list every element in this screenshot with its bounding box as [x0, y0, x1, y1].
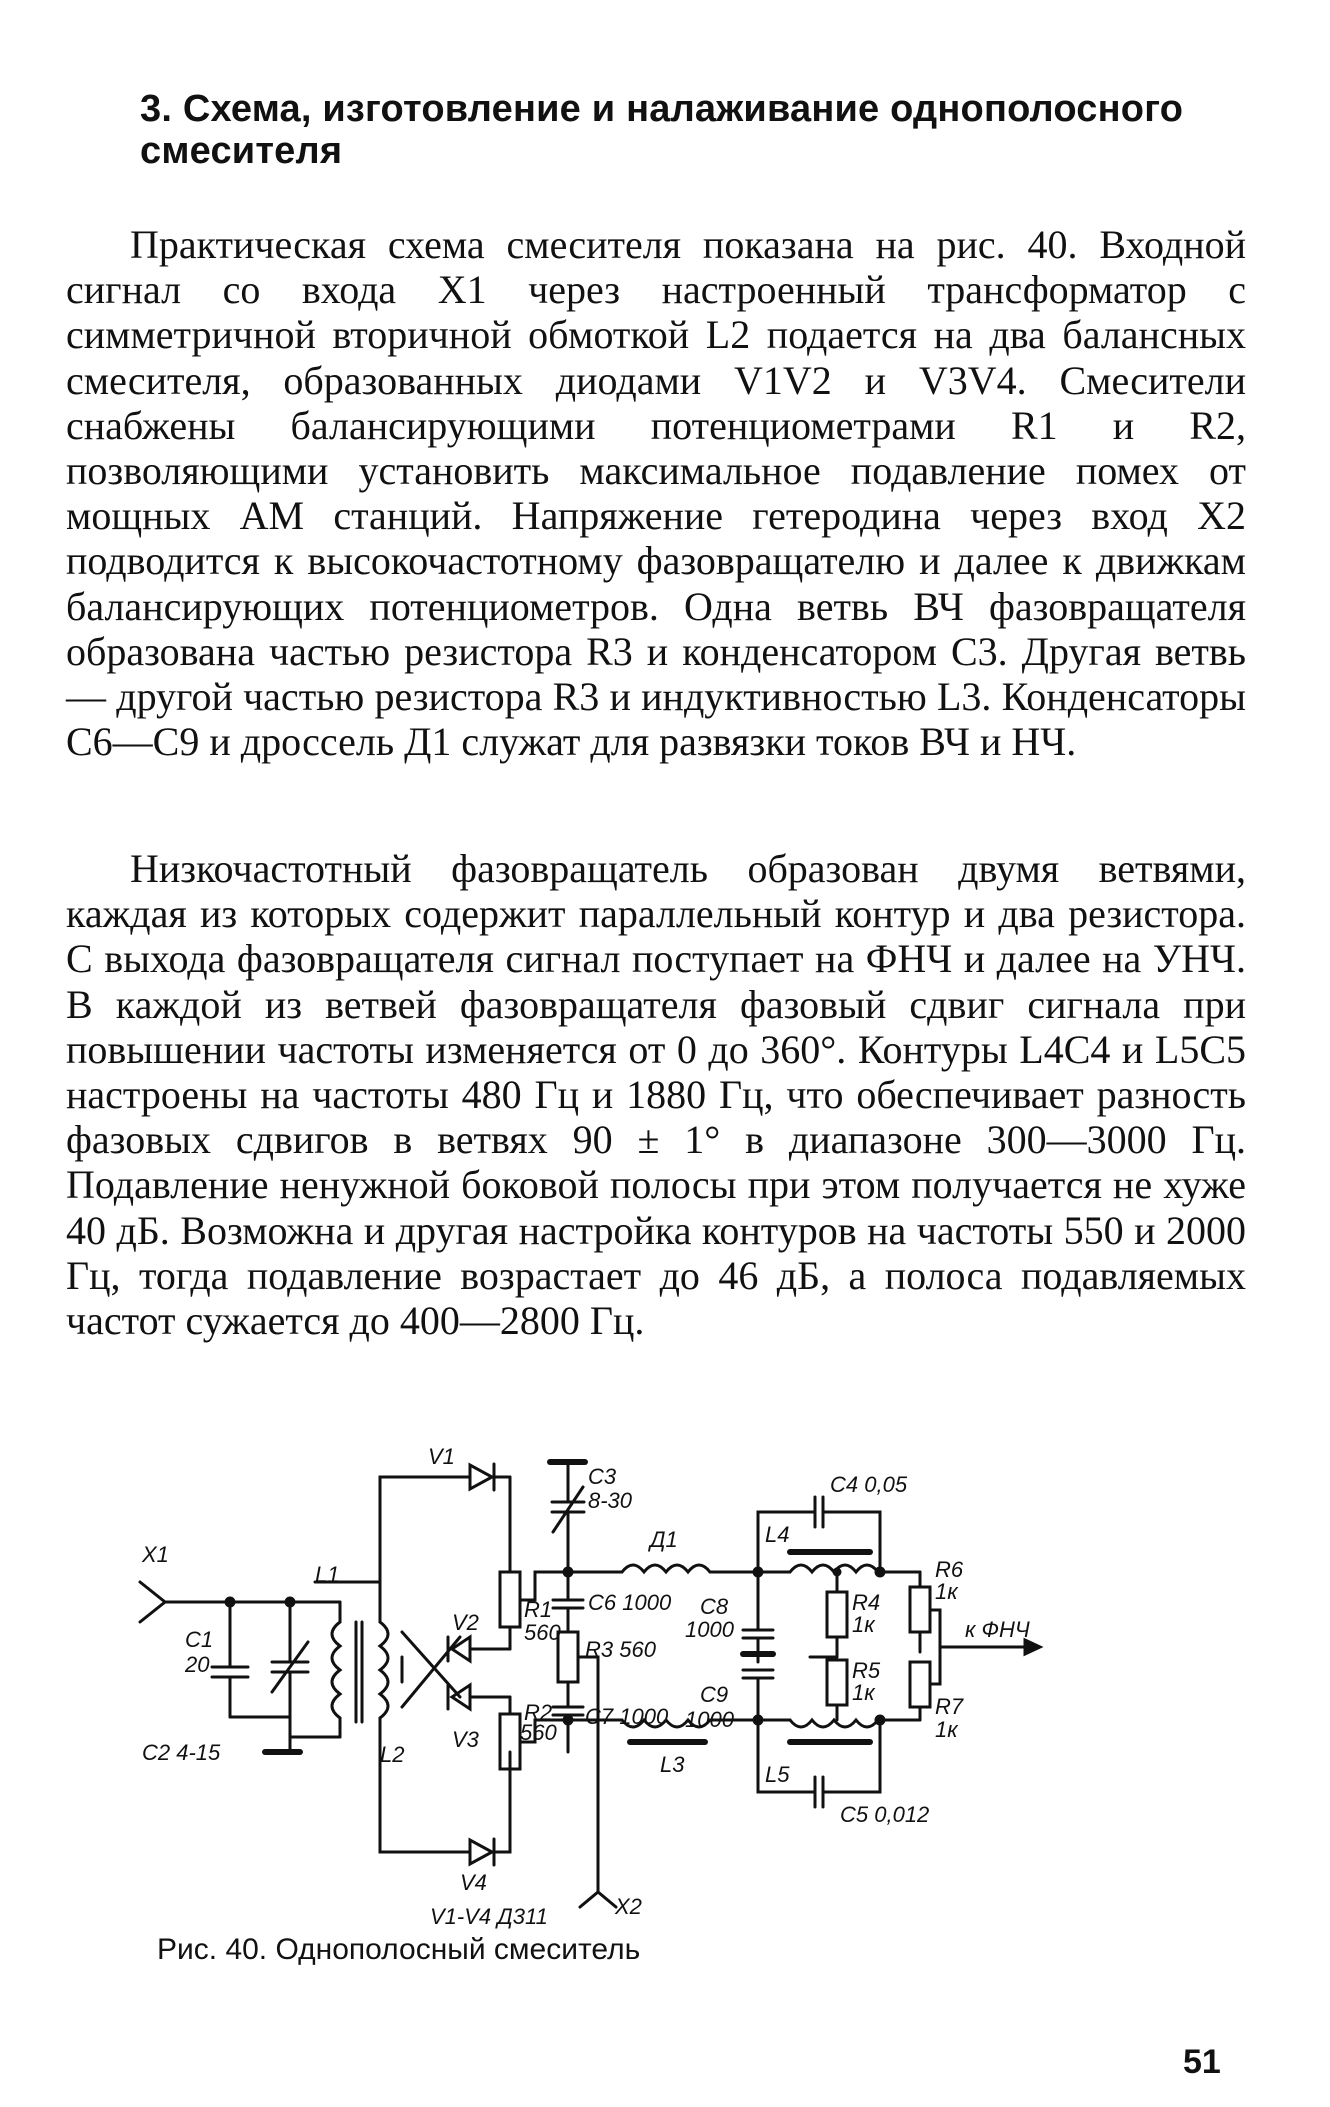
label-r3: R3 560: [585, 1637, 656, 1662]
label-r1: R1: [524, 1597, 553, 1622]
label-d1: Д1: [650, 1527, 678, 1552]
r7-resistor: [910, 1662, 930, 1707]
x1-connector: [140, 1582, 165, 1622]
label-r7: R7: [935, 1694, 964, 1719]
section-heading: 3. Схема, изготовление и налаживание однополосного смесителя: [140, 88, 1184, 172]
label-l4: L4: [765, 1522, 790, 1547]
label-c1-val: 20: [185, 1652, 210, 1677]
label-c1: C1: [185, 1627, 214, 1652]
label-v2: V2: [452, 1610, 479, 1635]
label-c2: C2 4-15: [142, 1740, 221, 1765]
r3-resistor: [558, 1632, 578, 1682]
v4-diode: [470, 1840, 492, 1864]
label-c9-val: 1000: [685, 1707, 734, 1732]
circuit-diagram: [140, 1444, 1150, 1929]
label-c3-val: 8-30: [588, 1488, 633, 1513]
x2-connector: [580, 1892, 616, 1907]
label-r5: R5: [852, 1658, 881, 1683]
l2-coil: [380, 1622, 388, 1718]
label-v1: V1: [428, 1444, 455, 1469]
label-c4: C4 0,05: [830, 1472, 908, 1497]
label-c6: C6 1000: [588, 1590, 672, 1615]
paragraph-1: Практическая схема смесителя показана на рис. 40. Входной сигнал со входа X1 через настроенный трансформатор с симметричной вторичной обмоткой L2 подается на два балансных смесителя, образованных диодами V1V2 и V3V4. Смесители снабжены балансирующими потенциометрами R1 и R2, позволяющими установить максимальное подавление помех от мощных АМ станций. Напряжение гетеродина через вход X2 подводится к высокочастотному фазовращателю и далее к движкам балансирующих потенциометров. Одна ветвь ВЧ фазовращателя образована частью резистора R3 и конденсатором C3. Другая ветвь — другой частью резистора R3 и индуктивностью L3. Конденсаторы C6—C9 и дроссель Д1 служат для развязки токов ВЧ и НЧ.: [66, 222, 1246, 765]
label-v3: V3: [452, 1727, 479, 1752]
page-number: 51: [1183, 2043, 1221, 2081]
label-l2: L2: [380, 1742, 405, 1767]
label-c9: C9: [700, 1682, 729, 1707]
label-x2: X2: [615, 1894, 642, 1919]
label-r2: R2: [524, 1700, 553, 1725]
l5-coil: [790, 1720, 878, 1727]
label-r6: R6: [935, 1557, 964, 1582]
label-r5-val: 1к: [852, 1680, 875, 1705]
label-l1: L1: [315, 1562, 340, 1587]
label-r6-val: 1к: [935, 1579, 958, 1604]
label-l3: L3: [660, 1752, 685, 1777]
label-c8: C8: [700, 1594, 729, 1619]
v1-diode: [470, 1465, 492, 1489]
r1-resistor: [500, 1572, 520, 1627]
label-x1: X1: [142, 1542, 169, 1567]
label-r1-val: 560: [524, 1620, 561, 1645]
v2-diode: [452, 1637, 470, 1661]
r5-resistor: [827, 1660, 847, 1705]
label-r4-val: 1к: [852, 1612, 875, 1637]
label-c7: C7 1000: [585, 1704, 669, 1729]
d1-choke: [622, 1565, 710, 1572]
label-diodes: V1-V4 Д311: [430, 1904, 548, 1929]
label-l5: L5: [765, 1762, 790, 1787]
label-r4: R4: [852, 1590, 881, 1615]
label-r7-val: 1к: [935, 1717, 958, 1742]
r6-resistor: [910, 1587, 930, 1632]
label-r2-val: 560: [520, 1720, 557, 1745]
label-out: к ФНЧ: [965, 1617, 1030, 1642]
label-v4: V4: [460, 1870, 487, 1895]
paragraph-2: Низкочастотный фазовращатель образован двумя ветвями, каждая из которых содержит параллельный контур и два резистора. С выхода фазовращателя сигнал поступает на ФНЧ и далее на УНЧ. В каждой из ветвей фазовращателя фазовый сдвиг сигнала при повышении частоты изменяется от 0 до 360°. Контуры L4C4 и L5C5 настроены на частоты 480 Гц и 1880 Гц, что обеспечивает разность фазовых сдвигов в ветвях 90 ± 1° в диапазоне 300—3000 Гц. Подавление ненужной боковой полосы при этом получается не хуже 40 дБ. Возможна и другая настройка контуров на частоты 550 и 2000 Гц, тогда подавление возрастает до 46 дБ, а полоса подавляемых частот сужается до 400—2800 Гц.: [66, 846, 1246, 1344]
figure-caption: Рис. 40. Однополосный смеситель: [157, 1933, 641, 1966]
l1-coil: [332, 1622, 340, 1718]
label-c5: C5 0,012: [840, 1802, 930, 1827]
r4-resistor: [827, 1592, 847, 1637]
label-c3: C3: [588, 1464, 617, 1489]
label-c8-val: 1000: [685, 1617, 734, 1642]
